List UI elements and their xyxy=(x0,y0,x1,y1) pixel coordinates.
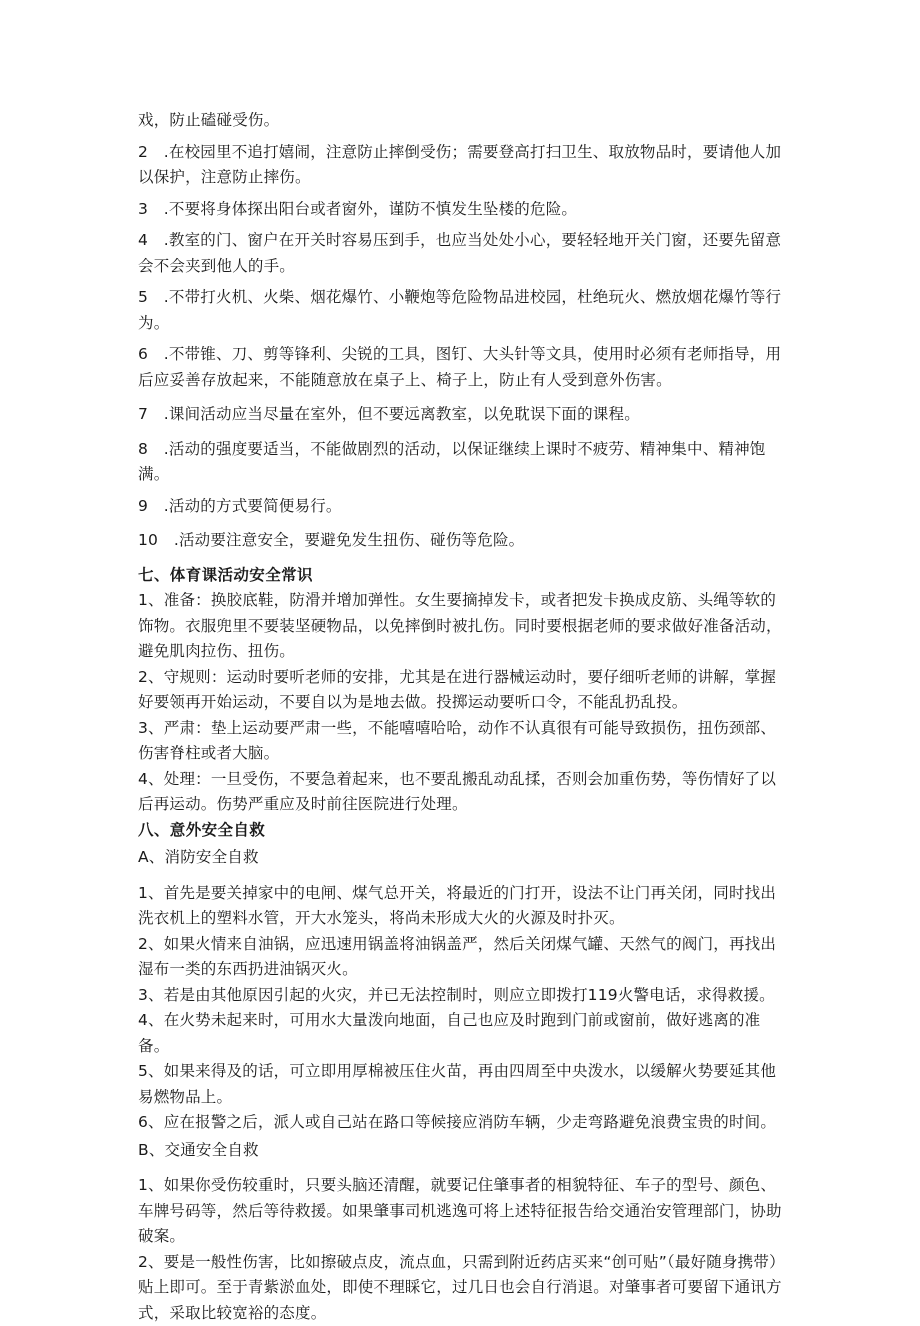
subsection-heading-b: B、交通安全自救 xyxy=(138,1138,786,1164)
pe-item-4: 4、处理：一旦受伤，不要急着起来，也不要乱搬乱动乱揉，否则会加重伤势，等伤情好了以后再运动。伤势严重应及时前往医院进行处理。 xyxy=(138,767,786,818)
section-heading-8: 八、意外安全自救 xyxy=(138,818,786,844)
list-item-2: 2 .在校园里不追打嬉闹，注意防止摔倒受伤；需要登高打扫卫生、取放物品时，要请他人加以保护，注意防止摔伤。 xyxy=(138,140,786,191)
list-item-5: 5 .不带打火机、火柴、烟花爆竹、小鞭炮等危险物品进校园，杜绝玩火、燃放烟花爆竹等行为。 xyxy=(138,285,786,336)
list-item-3: 3 .不要将身体探出阳台或者窗外，谨防不慎发生坠楼的危险。 xyxy=(138,197,786,223)
subsection-heading-a: A、消防安全自救 xyxy=(138,845,786,871)
pe-item-2: 2、守规则：运动时要听老师的安排，尤其是在进行器械运动时，要仔细听老师的讲解，掌握好要领再开始运动，不要自以为是地去做。投掷运动要听口令，不能乱扔乱投。 xyxy=(138,665,786,716)
pe-item-3: 3、严肃：垫上运动要严肃一些，不能嘻嘻哈哈，动作不认真很有可能导致损伤，扭伤颈部、伤害脊柱或者大脑。 xyxy=(138,716,786,767)
list-item-4: 4 .教室的门、窗户在开关时容易压到手，也应当处处小心，要轻轻地开关门窗，还要先留意会不会夹到他人的手。 xyxy=(138,228,786,279)
document-page xyxy=(138,108,786,1326)
fire-item-2: 2、如果火情来自油锅，应迅速用锅盖将油锅盖严，然后关闭煤气罐、天然气的阀门，再找出湿布一类的东西扔进油锅灭火。 xyxy=(138,932,786,983)
fire-item-1: 1、首先是要关掉家中的电闸、煤气总开关，将最近的门打开，设法不让门再关闭，同时找出洗衣机上的塑料水管，开大水笼头，将尚未形成大火的火源及时扑灭。 xyxy=(138,881,786,932)
fire-item-5: 5、如果来得及的话，可立即用厚棉被压住火苗，再由四周至中央泼水，以缓解火势要延其他易燃物品上。 xyxy=(138,1059,786,1110)
list-item-6: 6 .不带锥、刀、剪等锋利、尖锐的工具，图钉、大头针等文具，使用时必须有老师指导，用后应妥善存放起来，不能随意放在桌子上、椅子上，防止有人受到意外伤害。 xyxy=(138,342,786,393)
paragraph-continuation: 戏，防止磕碰受伤。 xyxy=(138,108,786,134)
fire-item-6: 6、应在报警之后，派人或自己站在路口等候接应消防车辆，少走弯路避免浪费宝贵的时间。 xyxy=(138,1110,786,1136)
list-item-8: 8 .活动的强度要适当，不能做剧烈的活动，以保证继续上课时不疲劳、精神集中、精神饱满。 xyxy=(138,437,786,488)
fire-item-4: 4、在火势未起来时，可用水大量泼向地面，自己也应及时跑到门前或窗前，做好逃离的准备。 xyxy=(138,1008,786,1059)
list-item-9: 9 .活动的方式要简便易行。 xyxy=(138,494,786,520)
list-item-10: 10 .活动要注意安全，要避免发生扭伤、碰伤等危险。 xyxy=(138,528,786,554)
traffic-item-1: 1、如果你受伤较重时，只要头脑还清醒，就要记住肇事者的相貌特征、车子的型号、颜色、车牌号码等，然后等待救援。如果肇事司机逃逸可将上述特征报告给交通治安管理部门，协助破案。 xyxy=(138,1173,786,1250)
traffic-item-2: 2、要是一般性伤害，比如擦破点皮，流点血，只需到附近药店买来“创可贴”（最好随身携带）贴上即可。至于青紫淤血处，即使不理睬它，过几日也会自行消退。对肇事者可要留下通讯方式，采取比较宽裕的态度。 xyxy=(138,1250,786,1326)
section-heading-7: 七、体育课活动安全常识 xyxy=(138,563,786,589)
fire-item-3: 3、若是由其他原因引起的火灾，并已无法控制时，则应立即拨打119火警电话，求得救援。 xyxy=(138,983,786,1009)
pe-item-1: 1、准备：换胶底鞋，防滑并增加弹性。女生要摘掉发卡，或者把发卡换成皮筋、头绳等软的饰物。衣服兜里不要装坚硬物品，以免摔倒时被扎伤。同时要根据老师的要求做好准备活动，避免肌肉拉伤、扭伤。 xyxy=(138,588,786,665)
list-item-7: 7 .课间活动应当尽量在室外，但不要远离教室，以免耽误下面的课程。 xyxy=(138,402,786,428)
